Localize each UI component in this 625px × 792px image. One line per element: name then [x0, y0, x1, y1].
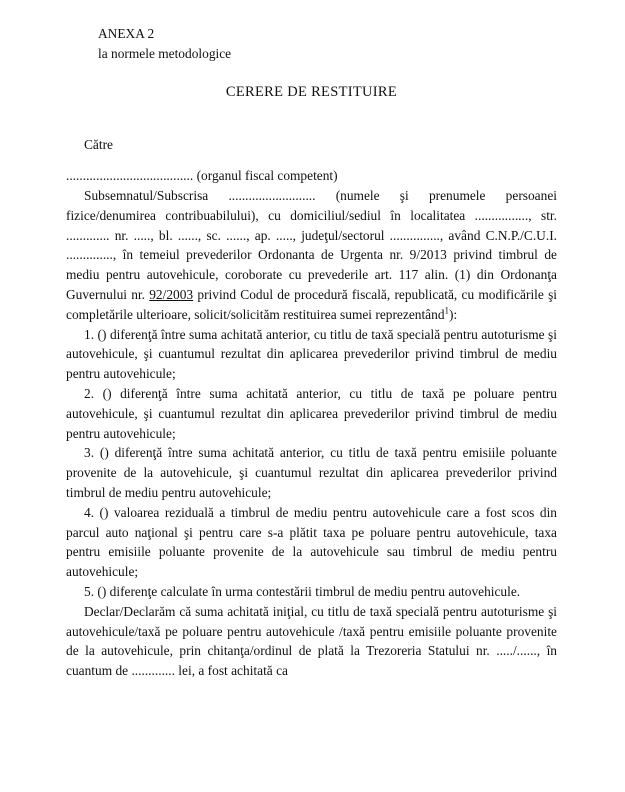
- footnote-marker: 1: [444, 305, 450, 316]
- list-item-4: 4. () valoarea reziduală a timbrul de mediu pentru autovehicule care a fost scos din parcul auto naţional şi pentru care s-a plătit taxa pe poluare pentru autovehicule, taxa pentru emisiile poluante provenite de la autovehicule sau timbrul de mediu pentru autovehicule;: [66, 504, 557, 580]
- legal-reference-92-2003: 92/2003: [149, 286, 194, 302]
- intro-text-before-ref: Subsemnatul/Subscrisa .......................... (numele şi prenumele persoanei fizice/denumirea contribuabilului), cu domiciliul/sediul în localitatea ................, str. ............. nr. ....., bl. ......, sc. ......, ap. ....., judeţul/sectorul ..............., având C.N.P./C.U.I. .............., în temeiul prevederilor Ordonanta de Urgenta nr. 9/2013 privind timbrul de mediu pentru autovehicule, coroborate cu prevederile art. 117 alin. (1) din Ordonanţa Guvernului nr.: [66, 187, 557, 302]
- intro-text-after-ref: privind Codul de procedură fiscală, republicată, cu modificările şi completările ulterioare, solicit/solicităm restituirea sumei reprezentând: [66, 286, 557, 322]
- list-item-1: 1. () diferenţă între suma achitată anterior, cu titlu de taxă specială pentru autoturisme şi autovehicule, şi cuantumul rezultat din aplicarea prevederilor privind timbrul de mediu pentru autovehicule;: [66, 326, 557, 382]
- intro-paragraph: [66, 186, 557, 325]
- recipient-line: [66, 166, 557, 186]
- list-item-3: 3. () diferenţă între suma achitată anterior, cu titlu de taxă pentru emisiile poluante provenite de la autovehicule, şi cuantumul rezultat din aplicarea prevederilor privind timbrul de mediu pentru autovehicule;: [66, 445, 557, 500]
- recipient-dotted-blank: ......................................: [66, 168, 194, 184]
- list-item-5: 5. () diferenţe calculate în urma contestării timbrul de mediu pentru autovehicule.: [84, 583, 521, 599]
- salutation: Către: [84, 137, 113, 153]
- page-title: CERERE DE RESTITUIRE: [225, 83, 398, 100]
- annex-label: ANEXA 2: [98, 26, 155, 41]
- list-item-2: 2. () diferenţă între suma achitată anterior, cu titlu de taxă pe poluare pentru autovehicule, şi cuantumul rezultat din aplicarea prevederilor privind timbrul de mediu pentru autovehicule;: [66, 385, 557, 441]
- annex-block: [98, 24, 557, 64]
- recipient-label: (organul fiscal competent): [193, 168, 338, 184]
- intro-closing: ):: [449, 306, 458, 322]
- declaration-paragraph: Declar/Declarăm că suma achitată iniţial, cu titlu de taxă specială pentru autoturisme şi autovehicule/taxă pe poluare pentru autovehicule /taxă pentru emisiile poluante provenite de la autovehicule, prin chitanţa/ordinul de plată la Trezoreria Statului nr. ...../......, în cuantum de ............. lei, a fost achitată ca: [66, 603, 557, 679]
- annex-sublabel: la normele metodologice: [98, 45, 232, 61]
